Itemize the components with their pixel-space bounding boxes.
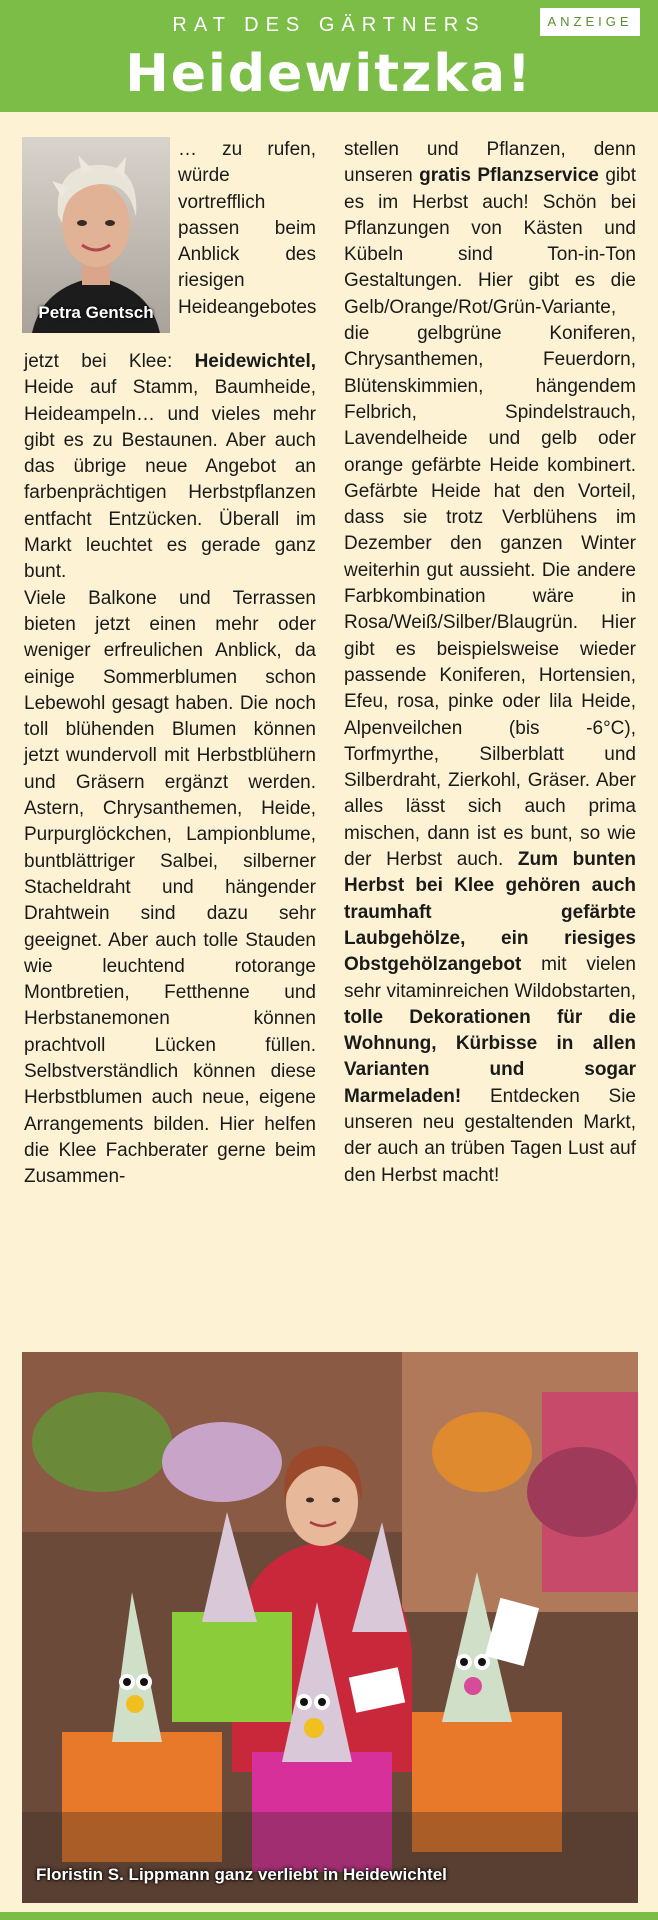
p3-highlight-service: gratis Pflanzservice [419,165,599,187]
section-kicker: RAT DES GÄRTNERS [172,14,486,36]
p3-text-a: stellen und Pflanzen, denn unseren [344,139,636,187]
paragraph-2: Viele Balkone und Terrassen bieten jetzt einen mehr oder weniger erfreulichen Anblick, da einige Sommerblumen schon Lebewohl gesagt haben. Die noch toll blühenden Blumen können jetzt wundervoll mit Herbstblühern und Gräsern ergänzt werden. Astern, Chrysanthemen, Heide, Purpurglöckchen, Lampionblume, buntblättriger Salbei, silberner Stacheldraht und hängender Drahtwein sind dazu sehr geeignet. Aber auch tolle Stauden wie leuchtend rotorange Montbretien, Fetthenne und Herbstanemonen können prachtvoll Lücken füllen. Selbstverständlich können diese Herbstblumen auch neue, eigene Arrangements bilden. Hier helfen die Klee Fachberater gerne beim Zusammen- [24,587,316,1188]
article-intro [178,137,316,321]
photo-caption: Floristin S. Lippmann ganz verliebt in Heidewichtel [36,1865,447,1884]
p3-text-e: mit vielen sehr vitaminreichen Wildobstarten, [344,954,636,1002]
paragraph-3 [344,137,636,1189]
author-portrait [22,137,170,333]
bottom-rule [0,1912,658,1920]
florist-photo [22,1352,638,1903]
header-bar [0,0,658,112]
p3-highlight-autumn: Zum bunten Herbst bei Klee gehören auch traumhaft gefärbte Laubgehölze, ein riesiges Obstgehölzangebot [344,849,636,976]
heidewichtel-photo [22,1352,638,1903]
portrait-caption: Petra Gentsch [38,303,154,322]
article-left-column [24,349,316,1191]
p1-highlight: Heidewichtel, [194,351,316,372]
headline: Heidewitzka! [125,44,533,104]
p3-text-g: Entdecken Sie unseren neu gestaltenden Markt, der auch an trüben Tagen Lust auf den Herbst macht! [344,1085,636,1186]
p3-highlight-deko: tolle Dekorationen für die Wohnung, Kürbisse in allen Varianten und sogar Marmeladen! [344,1006,636,1107]
article-right-column [344,137,636,1189]
p1-text-a: jetzt bei Klee: [24,351,195,372]
p3-text-c: gibt es im Herbst auch! Schön bei Pflanzungen von Kästen und Kübeln sind Ton-in-Ton Gestaltungen. Hier gibt es die Gelb/Orange/Rot/Grün-Variante, die gelbgrüne Koniferen, Chrysanthemen, Feuerdorn, Blütenskimmien, hängendem Felbrich, Spindelstrauch, Lavendelheide und gelb oder orange gefärbte Heide kombinert. Gefärbte Heide hat den Vorteil, dass sie trotz Verblühens im Dezember den ganzen Winter weiterhin gut aussieht. Die andere Farbkombination wäre in Rosa/Weiß/Silber/Blaugrün. Hier gibt es beispielsweise wieder passende Koniferen, Hortensien, Efeu, rosa, pinke oder lila Heide, Alpenveilchen (bis -6°C), Torfmyrthe, Silberblatt und Silberdraht, Zierkohl, Gräser. Aber alles lässt sich auch prima mischen, dann ist es bunt, so wie der Herbst auch. [344,165,636,871]
intro-text: … zu rufen, würde vortrefflich passen beim Anblick des riesigen Heideangebotes [178,139,317,318]
ad-badge: ANZEIGE [540,8,640,36]
paragraph-1 [24,349,316,586]
p1-text-c: Heide auf Stamm, Baumheide, Heideampeln… und vieles mehr gibt es zu Bestaunen. Aber auch das übrige neue Angebot an farbenprächtigen Herbstpflanzen entfacht Entzücken. Überall im Markt leuchtet es gerade ganz bunt. [24,377,316,583]
